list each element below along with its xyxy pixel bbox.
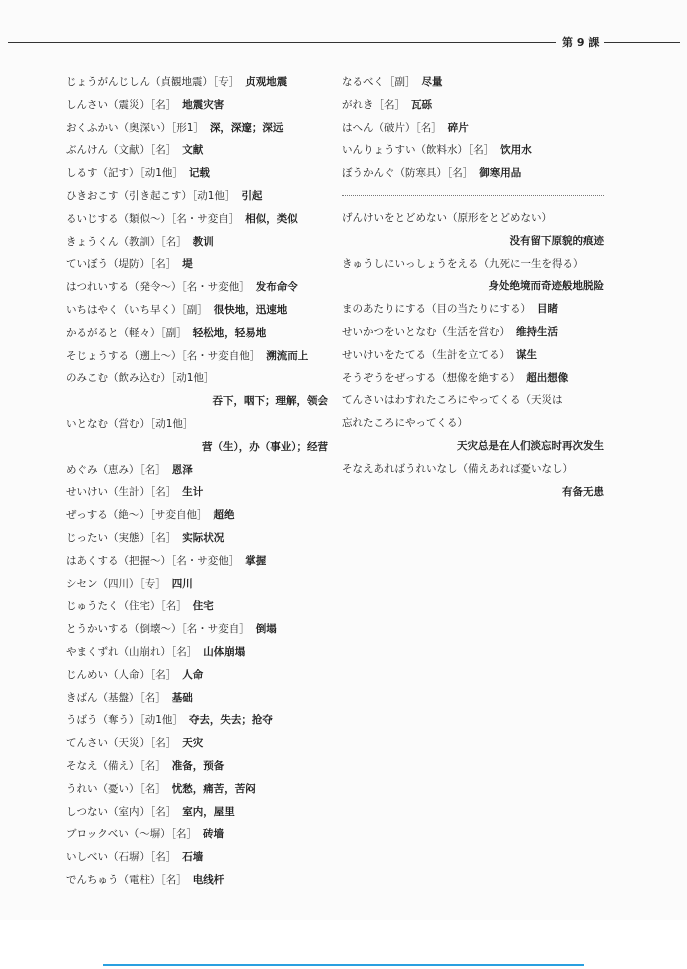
- entry-reading: せいかつをいとなむ（生活を営む）: [342, 325, 510, 338]
- entry-reading: はへん（破片）［名］: [342, 121, 442, 134]
- entry-meaning: 超出想像: [526, 371, 569, 384]
- phrase-entry: [342, 207, 604, 230]
- vocab-entry: [66, 390, 328, 413]
- phrase-entry: [342, 253, 604, 276]
- entry-meaning: 谋生: [516, 348, 537, 361]
- entry-reading: てんさい（天災）［名］: [66, 737, 177, 750]
- entry-reading: きょうくん（教訓）［名］: [66, 235, 187, 248]
- entry-meaning: 深，深邃；深远: [209, 121, 284, 134]
- phrase-entry: [342, 367, 604, 390]
- entry-reading: るいじする（類似～）［名・サ変自］: [66, 212, 240, 225]
- vocab-entry: [66, 345, 328, 368]
- entry-reading: でんちゅう（電柱）［名］: [66, 873, 187, 886]
- entry-meaning: 恩泽: [171, 463, 193, 476]
- entry-reading: しつない（室内）［名］: [66, 805, 177, 818]
- header-rule-left: [8, 42, 556, 43]
- entry-reading: ひきおこす（引き起こす）［动1他］: [66, 189, 236, 202]
- entry-reading: じゅうたく（住宅）［名］: [66, 600, 187, 613]
- vocab-entry: [66, 299, 328, 322]
- entry-meaning: 引起: [241, 189, 263, 202]
- entry-reading: いんりょうすい（飲料水）［名］: [342, 144, 495, 157]
- entry-meaning: 饮用水: [500, 144, 532, 157]
- entry-meaning: 相似，类似: [245, 212, 298, 225]
- entry-meaning: 碎片: [447, 121, 469, 134]
- vocab-entry: [66, 869, 328, 892]
- entry-reading: しんさい（震災）［名］: [66, 98, 177, 111]
- entry-reading: ぼうかんぐ（防寒具）［名］: [342, 167, 474, 180]
- entry-reading: まのあたりにする（目の当たりにする）: [342, 303, 531, 316]
- vocab-entry: [66, 618, 328, 641]
- entry-reading: ブロックべい（～塀）［名］: [66, 828, 198, 841]
- vocab-entry: [66, 94, 328, 117]
- phrase-entry: [342, 458, 604, 481]
- vocab-entry: [66, 322, 328, 345]
- vocab-entry: [66, 367, 328, 390]
- vocab-entry: [342, 71, 604, 94]
- entry-meaning: 很快地，迅速地: [213, 303, 288, 316]
- entry-reading: ぶんけん（文献）［名］: [66, 144, 177, 157]
- entry-reading: きばん（基盤）［名］: [66, 691, 166, 704]
- entry-reading: かるがると（軽々）［副］: [66, 326, 187, 339]
- entry-meaning: 堤: [182, 258, 193, 271]
- phrase-entry: [342, 344, 604, 367]
- entry-meaning: 御寒用品: [479, 167, 522, 180]
- entry-reading: うばう（奪う）［动1他］: [66, 714, 183, 727]
- entry-meaning: 地震灾害: [182, 98, 225, 111]
- entry-meaning: 住宅: [192, 600, 214, 613]
- entry-reading: そじょうする（遡上～）［名・サ変自他］: [66, 349, 261, 362]
- entry-meaning: 天灾: [182, 737, 204, 750]
- entry-reading: せいけい（生計）［名］: [66, 486, 177, 499]
- vocab-entry: [66, 253, 328, 276]
- vocab-entry: [66, 504, 328, 527]
- entry-meaning: 贞观地震: [245, 76, 288, 88]
- entry-reading: じんめい（人命）［名］: [66, 668, 177, 681]
- entry-reading: しるす（記す）［动1他］: [66, 167, 183, 180]
- entry-meaning: 发布命令: [255, 281, 298, 294]
- entry-meaning: 没有留下原貌的痕迹: [509, 234, 604, 247]
- entry-meaning: 瓦砾: [411, 98, 432, 111]
- entry-reading: じったい（実態）［名］: [66, 531, 177, 544]
- entry-reading: いとなむ（営む）［动1他］: [66, 417, 194, 430]
- vocab-entry: [66, 231, 328, 254]
- vocab-entry: [66, 550, 328, 573]
- vocab-entry: [66, 664, 328, 687]
- page-footer-area: [97, 922, 587, 967]
- entry-meaning: 掌握: [245, 554, 267, 567]
- vocab-entry: [342, 117, 604, 140]
- vocabulary-column-left: [66, 71, 328, 892]
- entry-meaning: 文献: [182, 144, 204, 157]
- entry-reading: てんさいはわすれたころにやってくる（天災は: [342, 394, 563, 407]
- entry-reading: とうかいする（倒壊～）［名・サ変自］: [66, 623, 250, 636]
- entry-reading: 忘れたころにやってくる）: [342, 417, 468, 430]
- vocab-entry: [66, 755, 328, 778]
- vocab-entry: [66, 436, 328, 459]
- vocab-entry: [66, 641, 328, 664]
- entry-reading: ぜっする（絶～）［サ変自他］: [66, 509, 208, 522]
- entry-reading: いちはやく（いち早く）［副］: [66, 303, 208, 316]
- vocab-entry: [342, 94, 604, 117]
- vocab-entry: [66, 595, 328, 618]
- entry-reading: がれき［名］: [342, 98, 405, 111]
- entry-meaning: 尽量: [421, 76, 443, 88]
- entry-reading: やまくずれ（山崩れ）［名］: [66, 645, 198, 658]
- entry-meaning: 记载: [188, 167, 210, 180]
- vocab-entry: [66, 459, 328, 482]
- vocabulary-column-right: [342, 71, 604, 503]
- vocab-entry: [66, 208, 328, 231]
- entry-reading: はあくする（把握～）［名・サ変他］: [66, 554, 240, 567]
- entry-meaning: 天灾总是在人们淡忘时再次发生: [457, 439, 604, 452]
- entry-reading: はつれいする（発令～）［名・サ変他］: [66, 281, 250, 294]
- entry-meaning: 生计: [182, 486, 204, 499]
- vocab-entry: [342, 139, 604, 162]
- vocab-entry: [66, 687, 328, 710]
- phrase-entry: [342, 435, 604, 458]
- footer-blue-rule: [103, 964, 584, 966]
- entry-meaning: 石墙: [182, 851, 204, 864]
- entry-reading: ていぼう（堤防）［名］: [66, 258, 177, 271]
- phrase-entry: [342, 298, 604, 321]
- vocab-entry: [66, 162, 328, 185]
- phrase-entry: [342, 389, 604, 412]
- entry-meaning: 维持生活: [516, 325, 558, 338]
- entry-meaning: 人命: [182, 668, 204, 681]
- entry-meaning: 四川: [171, 577, 193, 590]
- entry-reading: のみこむ（飲み込む）［动1他］: [66, 372, 215, 385]
- entry-reading: きゅうしにいっしょうをえる（九死に一生を得る）: [342, 257, 584, 270]
- entry-reading: そうぞうをぜっする（想像を絶する）: [342, 371, 521, 384]
- entry-reading: おくふかい（奥深い）［形1］: [66, 121, 204, 134]
- entry-meaning: 室内，屋里: [182, 805, 235, 818]
- entry-meaning: 准备，预备: [171, 759, 225, 772]
- entry-meaning: 溯流而上: [266, 349, 309, 362]
- dotted-divider: [342, 195, 604, 196]
- phrase-entry: [342, 321, 604, 344]
- vocab-entry: [66, 823, 328, 846]
- entry-meaning: 吞下，咽下；理解，领会: [212, 395, 328, 408]
- vocab-entry: [66, 778, 328, 801]
- entry-reading: せいけいをたてる（生計を立てる）: [342, 348, 510, 361]
- entry-meaning: 忧愁，痛苦，苦闷: [171, 782, 256, 795]
- entry-reading: めぐみ（恵み）［名］: [66, 463, 166, 476]
- vocabulary-list-right: [342, 71, 604, 185]
- entry-meaning: 身处绝境而奇迹般地脱险: [488, 280, 604, 293]
- vocab-entry: [66, 185, 328, 208]
- vocab-entry: [66, 732, 328, 755]
- vocab-entry: [66, 139, 328, 162]
- entry-reading: シセン（四川）［专］: [66, 577, 166, 590]
- entry-reading: じょうがんじしん（貞観地震）［专］: [66, 76, 240, 88]
- entry-meaning: 轻松地，轻易地: [192, 326, 267, 339]
- entry-meaning: 砖墙: [203, 828, 225, 841]
- entry-reading: いしべい（石塀）［名］: [66, 851, 177, 864]
- entry-meaning: 有备无患: [562, 485, 604, 498]
- entry-reading: げんけいをとどめない（原形をとどめない）: [342, 211, 552, 224]
- entry-reading: なるべく［副］: [342, 76, 416, 88]
- entry-meaning: 实际状况: [182, 531, 225, 544]
- page-header-title: 第 9 課: [562, 36, 600, 49]
- vocab-entry: [66, 846, 328, 869]
- entry-meaning: 基础: [171, 691, 193, 704]
- vocab-entry: [66, 413, 328, 436]
- phrase-list: [342, 207, 604, 503]
- phrase-entry: [342, 481, 604, 504]
- entry-meaning: 夺去，失去；抢夺: [188, 714, 273, 727]
- vocab-entry: [66, 527, 328, 550]
- phrase-entry: [342, 412, 604, 435]
- vocab-entry: [66, 71, 328, 94]
- vocab-entry: [342, 162, 604, 185]
- vocab-entry: [66, 481, 328, 504]
- vocab-entry: [66, 573, 328, 596]
- vocab-entry: [66, 117, 328, 140]
- entry-meaning: 营（生），办（事业）；经营: [202, 440, 328, 453]
- entry-meaning: 超绝: [213, 509, 235, 522]
- entry-reading: うれい（憂い）［名］: [66, 782, 166, 795]
- entry-meaning: 倒塌: [255, 623, 277, 636]
- vocab-entry: [66, 709, 328, 732]
- header-rule-right: [604, 42, 680, 43]
- vocab-entry: [66, 276, 328, 299]
- entry-reading: そなえあればうれいなし（備えあれば憂いなし）: [342, 462, 573, 475]
- entry-reading: そなえ（備え）［名］: [66, 759, 166, 772]
- phrase-entry: [342, 275, 604, 298]
- vocab-entry: [66, 801, 328, 824]
- entry-meaning: 教训: [192, 235, 214, 248]
- phrase-entry: [342, 230, 604, 253]
- entry-meaning: 山体崩塌: [203, 645, 246, 658]
- entry-meaning: 目睹: [537, 303, 558, 316]
- entry-meaning: 电线杆: [192, 873, 225, 886]
